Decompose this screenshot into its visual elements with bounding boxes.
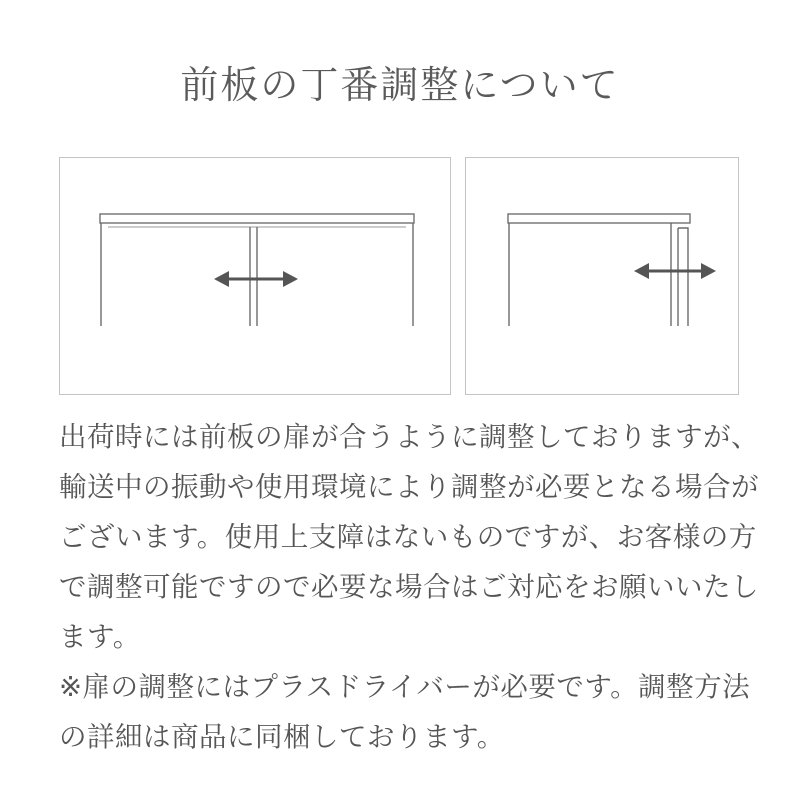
door-panel xyxy=(678,228,688,326)
side-tabletop xyxy=(508,214,690,223)
double-arrow-icon xyxy=(634,263,716,279)
side-view-panel xyxy=(465,157,739,395)
double-arrow-icon xyxy=(214,271,298,287)
page-title: 前板の丁番調整について xyxy=(180,63,620,107)
side-view-diagram xyxy=(466,158,737,393)
description-paragraph: 出荷時には前板の扉が合うように調整しておりますが、輸送中の振動や使用環境により調整が必要となる場合がございます。使用上支障はないものですが、お客様の方で調整可能ですので必要な場合はご対応をお願いいたします。 xyxy=(59,421,759,653)
description xyxy=(59,412,759,762)
note-paragraph: ※扉の調整にはプラスドライバーが必要です。調整方法の詳細は商品に同梱しております。 xyxy=(59,671,751,753)
front-view-panel xyxy=(59,157,451,395)
front-view-diagram xyxy=(60,158,449,393)
tabletop xyxy=(100,214,414,223)
